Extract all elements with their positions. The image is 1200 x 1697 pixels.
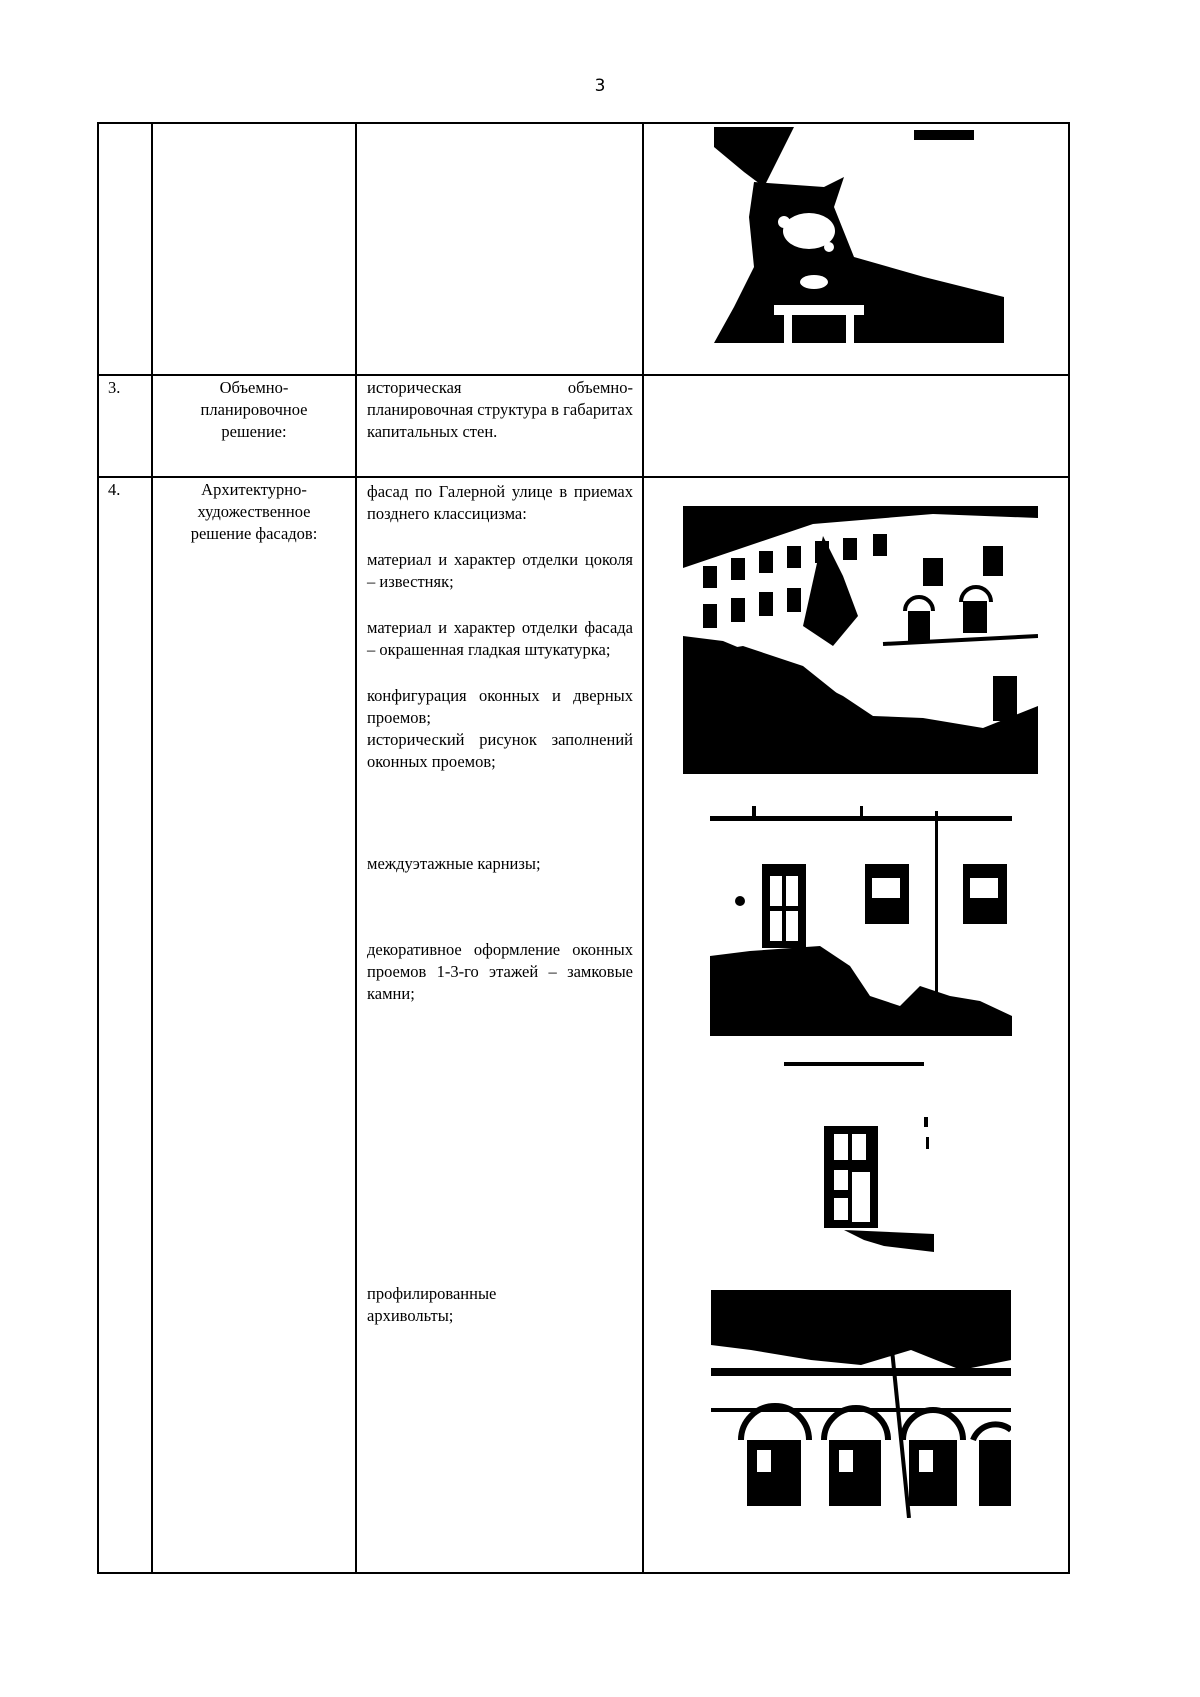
column-divider xyxy=(151,124,153,1572)
description-item: исторический рисунок заполнений оконных проемов; xyxy=(367,730,633,771)
windows-cornice-photo xyxy=(710,806,1012,1036)
row-number: 3. xyxy=(108,378,121,397)
row-title: Объемно-планировочное решение: xyxy=(200,378,308,441)
facade-overview-photo xyxy=(683,506,1038,774)
description-item: декоративное оформление оконных проемов 1-3-го этажей – замковые камни; xyxy=(367,940,633,1003)
description-item: междуэтажные карнизы; xyxy=(367,854,541,873)
keystone-window-photo xyxy=(784,1062,944,1262)
row-title: Архитектурно-художественное решение фасадов: xyxy=(190,480,318,543)
arched-windows-photo xyxy=(711,1290,1011,1518)
column-divider xyxy=(355,124,357,1572)
description-item: фасад по Галерной улице в приемах позднего классицизма: xyxy=(367,482,633,523)
description-item: историческая объемно-планировочная структура в габаритах капитальных стен. xyxy=(367,378,633,441)
description-item: конфигурация оконных и дверных проемов; xyxy=(367,686,633,727)
row-description xyxy=(367,481,633,1327)
row-divider xyxy=(99,476,1068,478)
page-number: 3 xyxy=(594,76,606,96)
column-divider xyxy=(642,124,644,1572)
row-number: 4. xyxy=(108,480,121,499)
row-divider xyxy=(99,374,1068,376)
description-item: материал и характер отделки цоколя – известняк; xyxy=(367,550,633,591)
row-description xyxy=(367,377,633,443)
arch-opening-photo xyxy=(714,127,1004,347)
description-item: профилированные архивольты; xyxy=(367,1284,497,1325)
description-item: материал и характер отделки фасада – окрашенная гладкая штукатурка; xyxy=(367,618,633,659)
